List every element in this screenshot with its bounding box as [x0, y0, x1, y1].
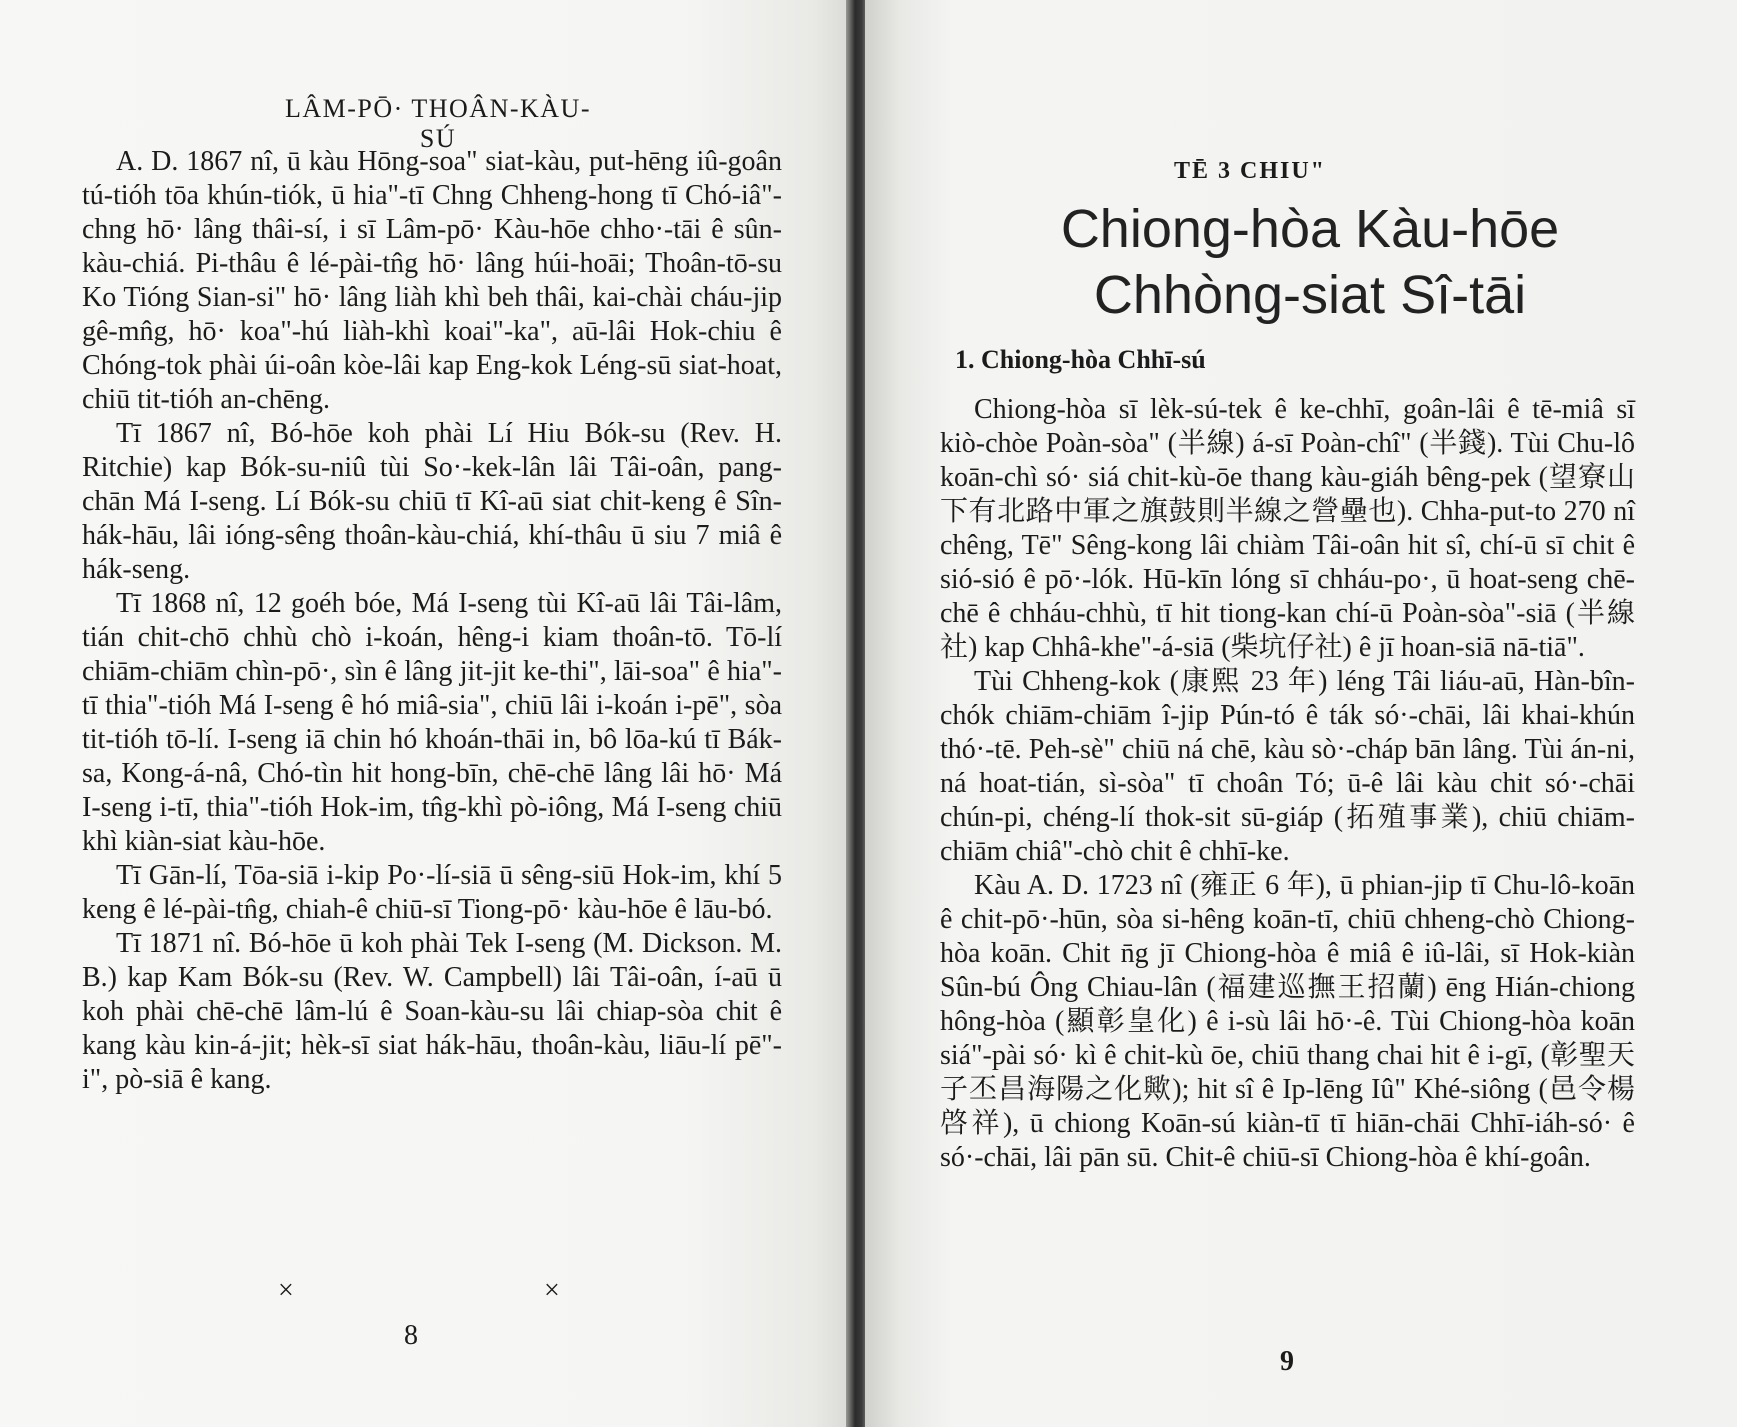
left-paragraph: Tī 1867 nî, Bó-hōe koh phài Lí Hiu Bók-su (Rev. H. Ritchie) kap Bók-su-niû tùi So·-kek-lân lâi Tâi-oân, pang-chān Má I-seng. Lí Bók-su chiū tī Kî-aū siat chit-keng ê Sîn-hák-hāu, lâi ióng-sêng thoân-kàu-chiá, khí-thâu ū siu 7 miâ ê hák-seng. [82, 418, 782, 585]
right-text-block [940, 393, 1635, 1175]
running-head: LÂM-PŌ· THOÂN-KÀU-SÚ [285, 94, 591, 153]
section-separator-mark: × [544, 1275, 560, 1306]
chapter-label: TĒ 3 CHIU" [1173, 158, 1326, 184]
left-paragraph: A. D. 1867 nî, ū kàu Hōng-soa" siat-kàu, put-hēng iû-goân tú-tióh tōa khún-tiók, ū hia"-tī Chng Chheng-hong tī Chó-iâ"-chng hō· lâng thâi-sí, i sī Lâm-pō· Kàu-hōe chho·-tāi ê sûn-kàu-chiá. Pi-thâu ê lé-pài-tn̂g hō· lâng húi-hoāi; Thoân-tō-su Ko Tióng Sian-si" hō· lâng liàh khì beh thâi, kai-chài cháu-jip gê-mn̂g, hō· koa"-hú liàh-khì koai"-ka", aū-lâi Hok-chiu ê Chóng-tok phài úi-oân kòe-lâi kap Eng-kok Léng-sū siat-hoat, chiū tit-tióh an-chēng. [82, 146, 782, 415]
section-separator-mark: × [278, 1275, 294, 1306]
left-paragraph: Tī 1868 nî, 12 goéh bóe, Má I-seng tùi Kî-aū lâi Tâi-lâm, tián chit-chō chhù chò i-koán, hêng-i kiam thoân-tō. Tō-lí chiām-chiām chìn-pō·, sìn ê lâng jit-jit ke-thi", lāi-soa" ê hia"-tī thia"-tióh Má I-seng ê hó miâ-sia", chiū lâi i-koán i-pē", sòa tit-tióh tō-lí. I-seng iā chin hó khoán-thāi in, bô lōa-kú tī Bák-sa, Kong-á-nâ, Chó-tìn hit hong-bīn, chē-chē lâng lâi hō· Má I-seng i-tī, thia"-tióh Hok-im, tn̂g-khì pò-iông, Má I-seng chiū khì kiàn-siat kàu-hōe. [82, 588, 782, 857]
right-paragraph: Chiong-hòa sī lèk-sú-tek ê ke-chhī, goân-lâi ê tē-miâ sī kiò-chòe Poàn-sòa" (半線) á-sī Poàn-chî" (半錢). Tùi Chu-lô koān-chì só· siá chit-kù-ōe thang kàu-giáh bêng-pek (望寮山下有北路中軍之旗鼓則半線之營壘也). Chha-put-to 270 nî chêng, Tē" Sêng-kong lâi chiàm Tâi-oân hit sî, chí-ū sī chit ê sió-sió ê pō·-lók. Hū-kīn lóng sī chháu-po·, ū hoat-seng chē-chē ê chháu-chhù, tī hit tiong-kan chí-ū Poàn-sòa"-siā (半線社) kap Chhâ-khe"-á-siā (柴坑仔社) ê jī hoan-siā nā-tiā". [940, 394, 1635, 663]
left-text-block [82, 145, 782, 1097]
chapter-title-line: Chhòng-siat Sî-tāi [1093, 265, 1527, 325]
page-number: 9 [1280, 1346, 1294, 1377]
section-heading: 1. Chiong-hòa Chhī-sú [955, 345, 1206, 374]
left-page [0, 0, 855, 1427]
right-paragraph: Kàu A. D. 1723 nî (雍正 6 年), ū phian-jip tī Chu-lô-koān ê chit-pō·-hūn, sòa si-hêng koān-tī, chiū chheng-chò Chiong-hòa koān. Chit n̄g jī Chiong-hòa ê miâ ê iû-lâi, sī Hok-kiàn Sûn-bú Ông Chiau-lân (福建巡撫王招蘭) ēng Hián-chiong hông-hòa (顯彰皇化) ê i-sù lâi hō·-ê. Tùi Chiong-hòa koān siá"-pài só· kì ê chit-kù ōe, chiū thang chai hit ê i-gī, (彰聖天子丕昌海陽之化歟); hit sî ê Ip-lēng Iû" Khé-siông (邑令楊啓祥), ū chiong Koān-sú kiàn-tī tī hiān-chāi Chhī-iáh-só· ê só·-chāi, lâi pān sū. Chit-ê chiū-sī Chiong-hòa ê khí-goân. [940, 870, 1635, 1173]
left-paragraph: Tī Gān-lí, Tōa-siā i-kip Po·-lí-siā ū sêng-siū Hok-im, khí 5 keng ê lé-pài-tn̂g, chiah-ê chiū-sī Tiong-pō· kàu-hōe ê lāu-bó. [82, 860, 782, 925]
right-paragraph: Tùi Chheng-kok (康熙 23 年) léng Tâi liáu-aū, Hàn-bîn-chók chiām-chiām î-jip Pún-tó ê ták só·-chāi, lâi khai-khún thó·-tē. Peh-sè" chiū ná chē, kàu sò·-cháp bān lâng. Tùi án-ni, ná hoat-tián, sì-sòa" tī choân Tó; ū-ê lâi kàu chit só·-chāi chún-pi, chéng-lí thok-sit sū-giáp (拓殖事業), chiū chiām-chiām chiâ"-chò chit ê chhī-ke. [940, 666, 1635, 867]
chapter-title [960, 196, 1660, 328]
left-paragraph: Tī 1871 nî. Bó-hōe ū koh phài Tek I-seng (M. Dickson. M. B.) kap Kam Bók-su (Rev. W. Campbell) lâi Tâi-oân, í-aū ū koh phài chē-chē lâm-lú ê Soan-kàu-su lâi chiap-sòa chit ê kang kàu kin-á-jit; hèk-sī siat hák-hāu, thoân-kàu, liāu-lí pē"-i", pò-siā ê kang. [82, 928, 782, 1095]
chapter-title-line: Chiong-hòa Kàu-hōe [1060, 199, 1560, 259]
page-number: 8 [404, 1320, 418, 1351]
